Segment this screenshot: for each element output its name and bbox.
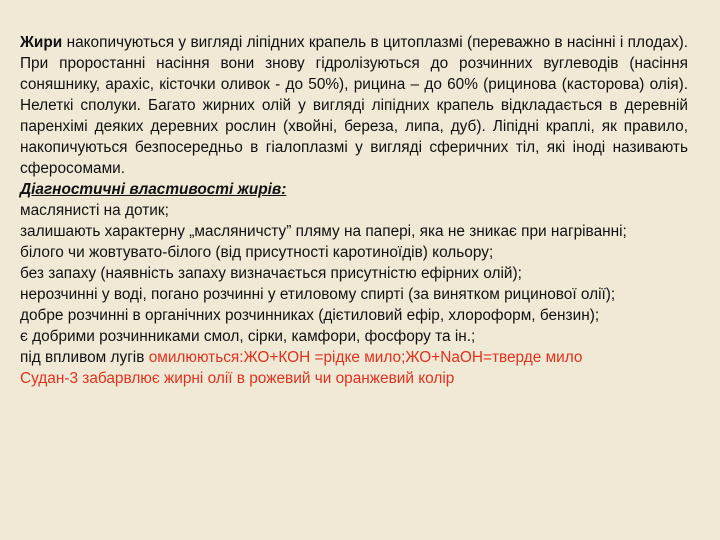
- saponification-prefix: під впливом лугів: [20, 349, 149, 366]
- list-item: є добрими розчинниками смол, сірки, камфори, фосфору та ін.;: [20, 328, 476, 345]
- list-item: залишають характерну „масляничсту” пляму на папері, яка не зникає при нагріванні;: [20, 223, 627, 240]
- lead-word: Жири: [20, 34, 63, 51]
- document-page: [20, 32, 688, 389]
- section-heading: Діагностичні властивості жирів:: [20, 181, 287, 198]
- list-item: нерозчинні у воді, погано розчинні у етиловому спирті (за винятком рицинової олії);: [20, 286, 616, 303]
- list-item: добре розчинні в органічних розчинниках (дієтиловий ефір, хлороформ, бензин);: [20, 307, 600, 324]
- list-item: без запаху (наявність запаху визначається присутністю ефірних олій);: [20, 265, 522, 282]
- saponification-line: [20, 347, 688, 368]
- sudan-line: Судан-3 забарвлює жирні олії в рожевий чи оранжевий колір: [20, 370, 455, 387]
- list-item: білого чи жовтувато-білого (від присутності каротиноїдів) кольору;: [20, 244, 494, 261]
- list-item: маслянисті на дотик;: [20, 202, 169, 219]
- intro-text: накопичуються у вигляді ліпідних крапель в цитоплазмі (переважно в насінні і плодах). При проростанні насіння вони знову гідролізуються до розчинних вуглеводів (насіння соняшнику, арахіс, кісточки оливок - до 50%), рицина – до 60% (рицинова (касторова) олія). Нелеткі сполуки. Багато жирних олій у вигляді ліпідних крапель відкладається в деревній паренхімі деяких деревних рослин (хвойні, береза, липа, дуб). Ліпідні краплі, як правило, накопичуються безпосередньо в гіалоплазмі у вигляді сферичних тіл, які іноді називають сферосомами.: [20, 34, 688, 177]
- saponification-reaction: омилюються:ЖО+КОН =рідке мило;ЖО+NaOH=тверде мило: [148, 349, 583, 366]
- intro-paragraph: [20, 32, 688, 179]
